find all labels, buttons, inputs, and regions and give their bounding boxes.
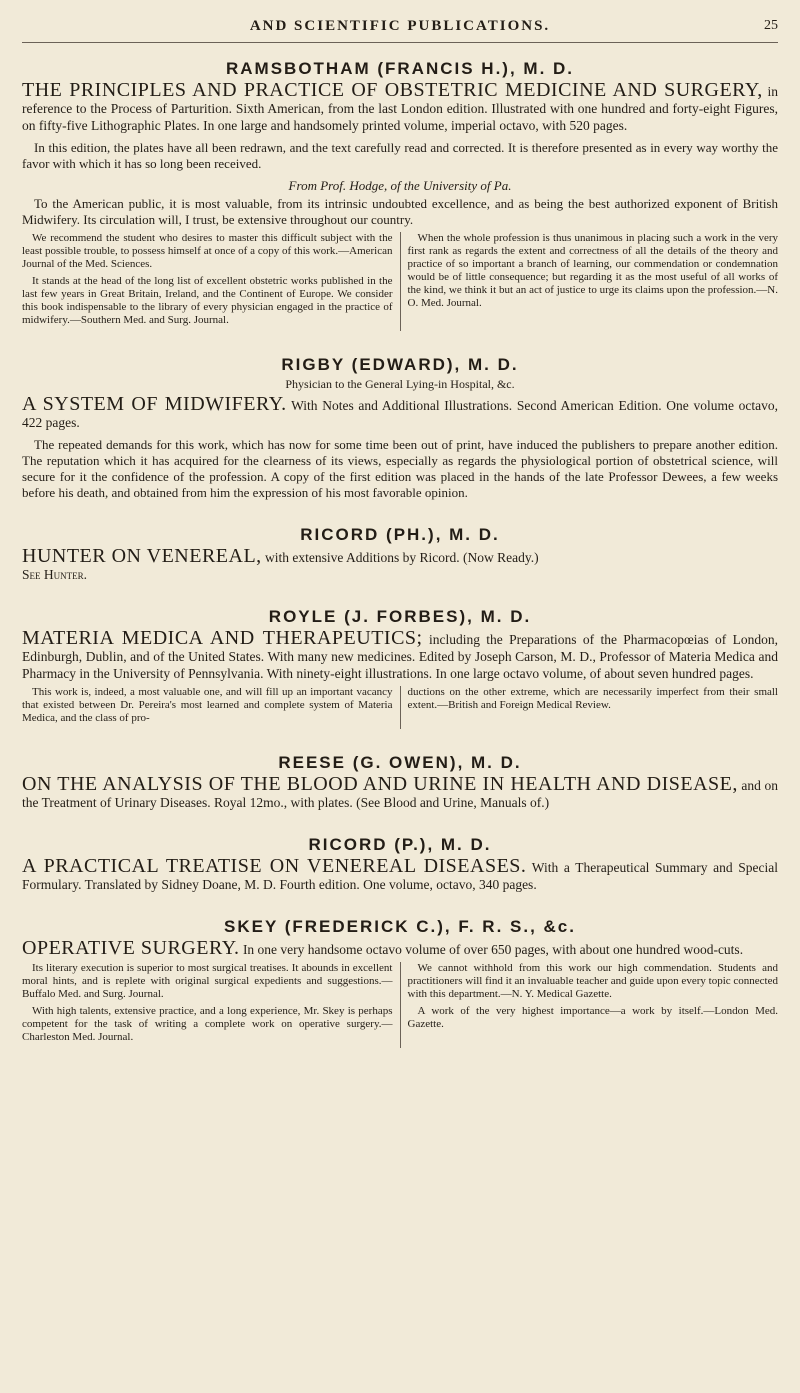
book-title: MATERIA MEDICA AND THERAPEUTICS; <box>22 627 423 649</box>
book-details: With Notes and Additional Illustrations. Second American Edition. One volume octavo, 422 pages. <box>22 398 778 430</box>
book-details: including the Preparations of the Pharmacopœias of London, Edinburgh, Dublin, and of the United States. With many new medicines. Edited by Joseph Carson, M. D., Professor of Materia Medica and Pharmacy in the University of Pennsylvania. With ninety-eight illustrations. In one large octavo volume, of about seven hundred pages. <box>22 632 778 681</box>
review-column-right <box>401 962 779 1048</box>
review-text: When the whole profession is thus unanimous in placing such a work in the very first rank as regards the extent and correctness of all the details of the theory and practice of so important a branch of learning, our commendation or condemnation would be of little consequence; but regarding it as the most useful of all works of the kind, we think it but an act of justice to urge its claims upon the profession.—N. O. Med. Journal. <box>407 232 778 309</box>
review-text: ductions on the other extreme, which are necessarily imperfect from their small extent.—British and Foreign Medical Review. <box>407 686 778 711</box>
book-title: A SYSTEM OF MIDWIFERY. <box>22 393 287 415</box>
review-column-right <box>401 232 779 331</box>
book-title: OPERATIVE SURGERY. <box>22 937 240 959</box>
review-text: We recommend the student who desires to master this difficult subject with the least possible trouble, to possess himself at once of a copy of this work.—American Journal of the Med. Sciences. <box>22 232 393 270</box>
review-column-left <box>22 232 401 331</box>
book-details: with extensive Additions by Ricord. (Now Ready.) <box>261 550 539 565</box>
book-description <box>22 855 778 893</box>
page-header <box>22 18 778 43</box>
review-text: We cannot withhold from this work our high commendation. Students and practitioners will find it an invaluable teacher and guide upon every topic connected with this department.—N. Y. Medical Gazette. <box>407 962 778 1000</box>
book-description <box>22 773 778 811</box>
cross-reference: See Hunter. <box>22 567 87 582</box>
review-column-right <box>401 686 779 729</box>
review-columns <box>22 232 778 331</box>
review-columns <box>22 962 778 1048</box>
endorsement-quote: To the American public, it is most valuable, from its intrinsic undoubted excellence, and as being the best authorized exponent of British Midwifery. Its circulation will, I trust, be extensive throughout our country. <box>22 196 778 227</box>
review-column-left <box>22 686 401 729</box>
running-title: AND SCIENTIFIC PUBLICATIONS. <box>249 18 551 34</box>
book-details: in reference to the Process of Parturition. Sixth American, from the last London edition. Illustrated with one hundred and forty-eight Figures, on fifty-five Lithographic Plates. In one large and handsomely printed volume, imperial octavo, with 520 pages. <box>22 84 778 133</box>
book-title: THE PRINCIPLES AND PRACTICE OF OBSTETRIC MEDICINE AND SURGERY, <box>22 79 763 101</box>
book-details: With a Therapeutical Summary and Special Formulary. Translated by Sidney Doane, M. D. Fourth edition. One volume, octavo, 340 pages. <box>22 860 778 892</box>
author-heading: RICORD (PH.), M. D. <box>300 525 500 544</box>
edition-note: In this edition, the plates have all been redrawn, and the text carefully read and corrected. It is therefore presented as in every way worthy the favor with which it has so long been received. <box>22 140 778 171</box>
book-description <box>22 79 778 134</box>
book-details: In one very handsome octavo volume of over 650 pages, with about one hundred wood-cuts. <box>239 942 744 957</box>
review-text: It stands at the head of the long list of excellent obstetric works published in the last few years in Great Britain, Ireland, and the Continent of Europe. We consider this book indispensable to the library of every physician engaged in the practice of midwifery.—Southern Med. and Surg. Journal. <box>22 275 393 326</box>
review-column-left <box>22 962 401 1048</box>
review-text: With high talents, extensive practice, and a long experience, Mr. Skey is perhaps competent for the task of writing a complete work on operative surgery.—Charleston Med. Journal. <box>22 1005 393 1043</box>
entry-ricord-ph <box>22 525 778 583</box>
author-heading: ROYLE (J. FORBES), M. D. <box>268 607 532 626</box>
review-text: This work is, indeed, a most valuable one, and will fill up an important vacancy that existed between Dr. Pereira's most learned and complete system of Materia Medica, and the class of pro- <box>22 686 393 724</box>
book-description <box>22 545 778 567</box>
book-details: and on the Treatment of Urinary Diseases. Royal 12mo., with plates. (See Blood and Urine, Manuals of.) <box>22 778 778 810</box>
entry-royle <box>22 607 778 729</box>
book-description <box>22 627 778 682</box>
author-heading: REESE (G. OWEN), M. D. <box>278 753 522 772</box>
entry-rigby <box>22 355 778 501</box>
entry-ricord-p <box>22 835 778 893</box>
author-heading: RICORD (P.), M. D. <box>308 835 492 854</box>
book-description <box>22 937 778 959</box>
author-subtitle: Physician to the General Lying-in Hospital, &c. <box>285 377 515 391</box>
book-title: HUNTER ON VENEREAL, <box>22 545 262 567</box>
entry-skey <box>22 917 778 1048</box>
author-heading: RAMSBOTHAM (FRANCIS H.), M. D. <box>225 59 575 78</box>
endorsement-source: From Prof. Hodge, of the University of Pa. <box>288 178 512 193</box>
book-title: ON THE ANALYSIS OF THE BLOOD AND URINE IN HEALTH AND DISEASE, <box>22 773 738 795</box>
review-text: A work of the very highest importance—a work by itself.—London Med. Gazette. <box>407 1005 778 1030</box>
review-text: Its literary execution is superior to most surgical treatises. It abounds in excellent moral hints, and is replete with original surgical expedients and suggestions.—Buffalo Med. and Surg. Journal. <box>22 962 393 1000</box>
author-heading: RIGBY (EDWARD), M. D. <box>281 355 519 374</box>
book-title: A PRACTICAL TREATISE ON VENEREAL DISEASES. <box>22 855 527 877</box>
author-heading: SKEY (FREDERICK C.), F. R. S., &c. <box>223 917 576 936</box>
entry-ramsbotham <box>22 59 778 331</box>
review-columns <box>22 686 778 729</box>
page-number: 25 <box>764 18 778 33</box>
entry-reese <box>22 753 778 811</box>
description-paragraph: The repeated demands for this work, which has now for some time been out of print, have induced the publishers to prepare another edition. The reputation which it has acquired for the clearness of its views, especially as regards the physiological portion of obstetrical science, will secure for it the confidence of the profession. A copy of the first edition was placed in the hands of the late Professor Dewees, a few weeks before his death, and obtained from him the expression of his most favorable opinion. <box>22 437 778 500</box>
book-description <box>22 393 778 431</box>
